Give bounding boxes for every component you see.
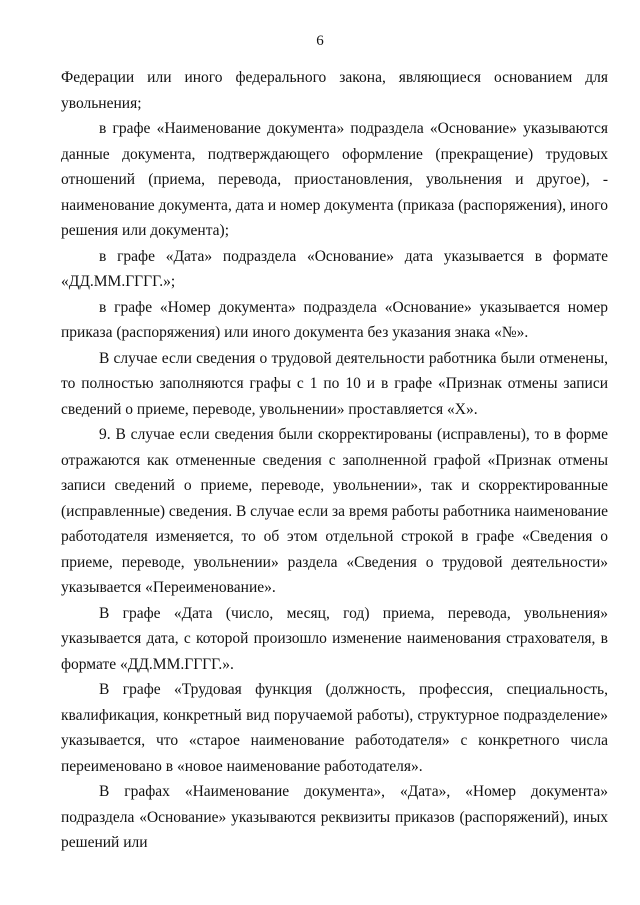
paragraph-cancelled-records: В случае если сведения о трудовой деятельности работника были отменены, то полностью заполняются графы с 1 по 10 и в графе «Признак отмены записи сведений о приеме, переводе, увольнении» проставляется «X». xyxy=(61,349,608,418)
paragraph-document-name-column: в графе «Наименование документа» подраздела «Основание» указываются данные документа, подтверждающего оформление (прекращение) трудовых отношений (приема, перевода, приостановления, увольнения и другое), - наименование документа, дата и номер документа (приказа (распоряжения), иного решения или документа); xyxy=(61,120,608,239)
paragraph-date-column: в графе «Дата» подраздела «Основание» дата указывается в формате «ДД.ММ.ГГГГ.»; xyxy=(61,247,608,290)
paragraph-item-9: 9. В случае если сведения были скорректированы (исправлены), то в форме отражаются как отмененные сведения с заполненной графой «Признак отмены записи сведений о приеме, переводе, увольнении», так и скорректированные (исправленные) сведения. В случае если за время работы работника наименование работодателя изменяется, то об этом отдельной строкой в графе «Сведения о приеме, переводе, увольнении» раздела «Сведения о трудовой деятельности» указывается «Переименование». xyxy=(61,426,608,596)
paragraph-date-of-renaming: В графе «Дата (число, месяц, год) приема, перевода, увольнения» указывается дата, с которой произошло изменение наименования страхователя, в формате «ДД.ММ.ГГГГ.». xyxy=(61,604,608,673)
document-body xyxy=(61,65,608,856)
paragraph-continuation: Федерации или иного федерального закона, являющиеся основанием для увольнения; xyxy=(61,69,608,112)
page-number: 6 xyxy=(316,33,324,49)
paragraph-document-number-column: в графе «Номер документа» подраздела «Основание» указывается номер приказа (распоряжения) или иного документа без указания знака «№». xyxy=(61,298,608,341)
paragraph-basis-details: В графах «Наименование документа», «Дата», «Номер документа» подраздела «Основание» указываются реквизиты приказов (распоряжений), иных решений или xyxy=(61,783,608,851)
paragraph-labor-function: В графе «Трудовая функция (должность, профессия, специальность, квалификация, конкретный вид поручаемой работы), структурное подразделение» указывается, что «старое наименование работодателя» с конкретного числа переименовано в «новое наименование работодателя». xyxy=(61,681,608,775)
